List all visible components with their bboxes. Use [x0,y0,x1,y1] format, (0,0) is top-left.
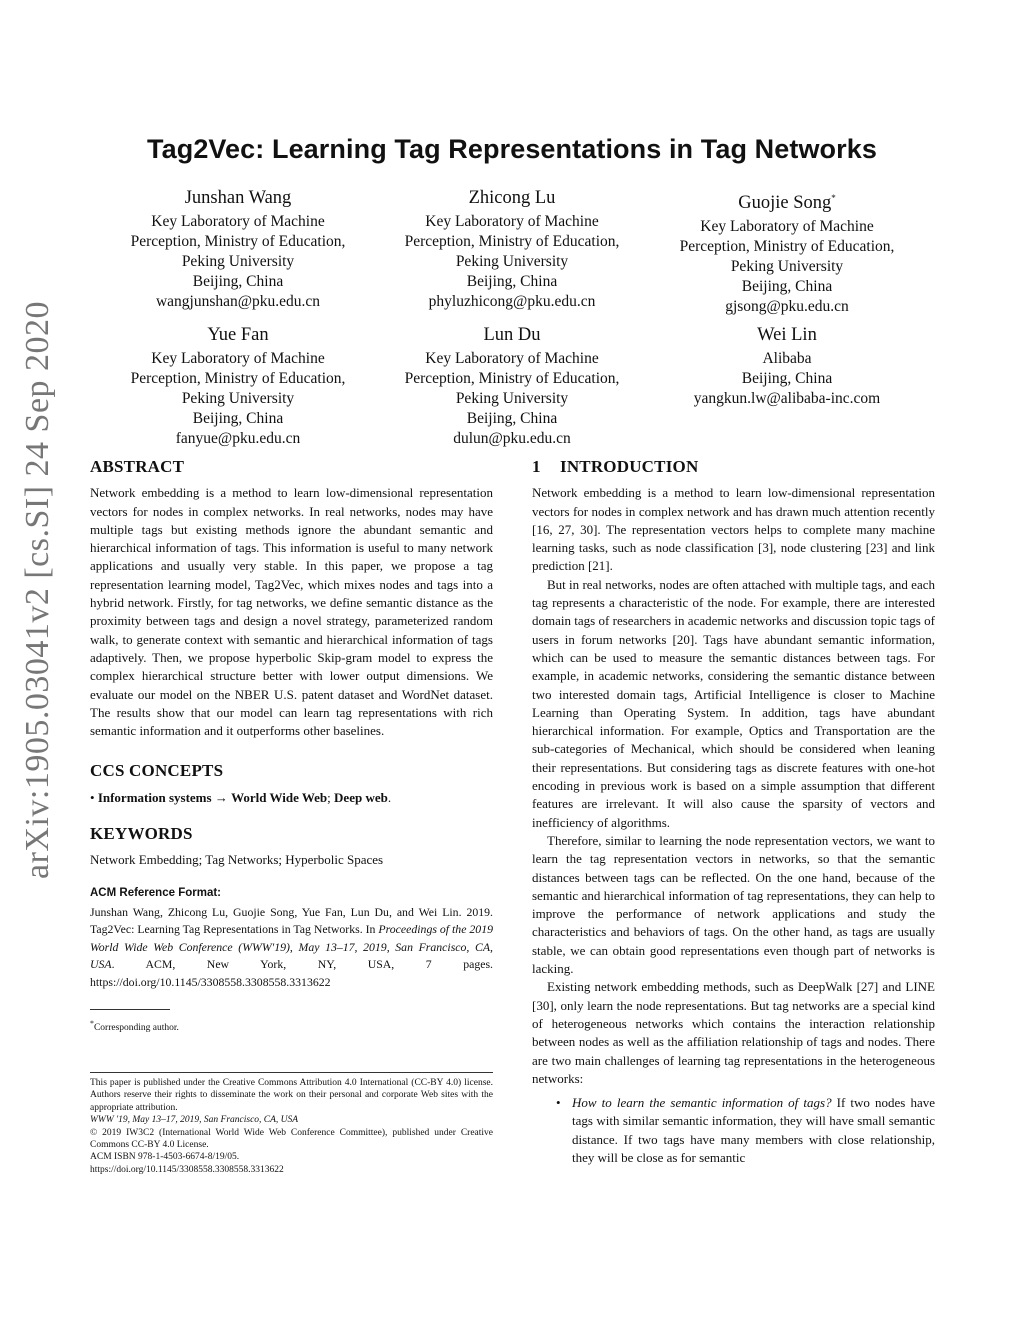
doi: https://doi.org/10.1145/3308558.3308558.3313622 [90,1164,284,1175]
author-affiliation: Peking University [181,253,295,270]
license-text: This paper is published under the Creative Commons Attribution 4.0 International (CC-BY 4.0) license. Authors reserve their rights to disseminate the work on their personal and corporate Web sites with the appropriate attribution. [90,1078,493,1113]
author-affiliation: Perception, Ministry of Education, [130,233,346,250]
author-location: Beijing, China [466,410,558,427]
section-number: 1 [532,457,541,476]
footnote: *Corresponding author. [90,1019,179,1034]
introduction-heading: 1 INTRODUCTION [532,457,699,476]
acm-reference-heading: ACM Reference Format: [90,886,221,899]
author-location: Beijing, China [192,410,284,427]
arxiv-stamp: arXiv:1905.03041v2 [cs.SI] 24 Sep 2020 [19,300,56,879]
ccs-concepts: • Information systems → World Wide Web; Deep web. [90,789,392,805]
author-name: Zhicong Lu [468,188,556,208]
author-block [108,186,368,312]
challenge-question: How to learn the semantic information of tags? [572,1095,832,1111]
isbn: ACM ISBN 978-1-4503-6674-8/19/05. [90,1152,240,1163]
intro-paragraph: Therefore, similar to learning the node representation vectors, we want to learn the tag representation vectors in networks, so that the semantic distances between tags can be reflected. On the one hand, because of the semantic and hierarchical information of tag representations, they can help to improve the performance of network applications and study the characteristics and behaviors of tags. On the other hand, as tags are usually stable, we can obtain good representations even though part of networks is lacking. [532,832,935,977]
left-column [90,458,493,1035]
author-location: Beijing, China [741,370,833,387]
author-affiliation: Peking University [730,258,844,276]
author-location: Beijing, China [192,273,284,290]
keywords-heading: KEYWORDS [90,824,193,844]
copyright-text: © 2019 IW3C2 (International World Wide Web Conference Committee), published under Creative Commons CC-BY 4.0 License. [90,1127,493,1151]
author-affiliation: Key Laboratory of Machine [151,213,325,230]
keywords-text: Network Embedding; Tag Networks; Hyperbolic Spaces [90,852,384,868]
footnote-divider [90,1009,170,1010]
author-block [108,323,368,449]
abstract-heading: ABSTRACT [90,457,185,476]
ccs-concept: World Wide Web [231,789,328,805]
ccs-concept: Deep web [334,789,388,805]
conference-line: WWW '19, May 13–17, 2019, San Francisco, CA, USA [90,1115,299,1126]
author-block [382,186,642,312]
author-affiliation: Key Laboratory of Machine [151,350,325,367]
author-affiliation: Perception, Ministry of Education, [404,370,620,387]
author-affiliation: Perception, Ministry of Education, [130,370,346,387]
corresponding-mark: * [831,193,836,203]
author-name: Guojie Song* [738,193,836,214]
author-location: Beijing, China [466,273,558,290]
author-email: phyluzhicong@pku.edu.cn [428,293,596,310]
intro-paragraph: Existing network embedding methods, such as DeepWalk [27] and LINE [30], only learn the node representations. But tag networks are a special kind of heterogeneous networks which contains the interaction relationship between nodes as well as the affiliation relationship of tags and nodes. There are two main challenges of learning tag representations in the heterogeneous networks: [532,979,935,1086]
author-email: yangkun.lw@alibaba-inc.com [693,390,881,407]
author-affiliation: Perception, Ministry of Education, [679,238,895,256]
paper-title: Tag2Vec: Learning Tag Representations in Tag Networks [147,134,877,164]
challenge-list [532,1094,935,1167]
author-affiliation: Peking University [455,390,569,407]
ccs-concept: Information systems [97,789,212,805]
author-email: wangjunshan@pku.edu.cn [155,293,321,310]
right-column [532,458,935,1167]
abstract-text: Network embedding is a method to learn low-dimensional representation vectors for nodes in complex networks. In real networks, nodes may have multiple tags but existing methods ignore the abundant semantic and hierarchical information of tags. This information is useful to many network applications and usually very stable. In this paper, we propose a tag representation learning model, Tag2Vec, which mixes nodes and tags into a hybrid network. Firstly, for tag networks, we define semantic distance as the proximity between tags and design a novel strategy, parameterized random walk, to generate context with semantic and hierarchical information of tags adaptively. Then, we propose hyperbolic Skip-gram model to express the complex hierarchical structure better with lower output dimensions. We evaluate our model on the NBER U.S. patent dataset and WordNet dataset. The results show that our model can learn tag representations with rich semantic information and it outperforms other baselines. [90,485,493,739]
author-name: Lun Du [483,325,541,345]
author-location: Beijing, China [741,278,833,296]
author-affiliation: Key Laboratory of Machine [425,350,599,367]
author-name: Wei Lin [757,325,817,345]
author-email: dulun@pku.edu.cn [453,430,571,447]
author-affiliation: Alibaba [762,350,812,367]
ccs-heading: CCS CONCEPTS [90,761,224,781]
list-item: • How to learn the semantic information of tags? If two nodes have tags with similar semantic information, they will have small semantic distance. If two tags have many members with close relationship, they will be close as for semantic [572,1094,935,1167]
author-affiliation: Peking University [455,253,569,270]
author-block [657,323,917,409]
author-block [382,323,642,449]
author-affiliation: Key Laboratory of Machine [425,213,599,230]
author-name: Junshan Wang [184,188,292,208]
intro-paragraph: Network embedding is a method to learn low-dimensional representation vectors for nodes in complex network and has drawn much attention recently [16, 27, 30]. The representation vectors helps to complete many machine learning tasks, such as node classification [3], node clustering [23] and link prediction [21]. [532,485,935,574]
author-block [657,186,917,317]
license-block [90,1072,493,1176]
intro-paragraph: But in real networks, nodes are often attached with multiple tags, and each tag represents a characteristic of the node. For example, there are interested domain tags of researchers in academic networks and discussion topic tags of users in forum networks [20]. Tags have abundant semantic information, which can be used to measure the semantic distances between tags. For example, in academic networks, considering the semantic distance between two interested domain tags, Artificial Intelligence is closer to Machine Learning than Operating System. In addition, tags have abundant hierarchical information. For example, Optics and Transportation are the sub-categories of Mechanical, which should be considered when leaning their representations. But considering tags as discrete features with one-hot encoding in previous work is based on a simple assumption that different features are irrelevant. It will also cause the sparsity of vectors and inefficiency of algorithms. [532,576,935,830]
acm-reference-text: Junshan Wang, Zhicong Lu, Guojie Song, Yue Fan, Lun Du, and Wei Lin. 2019. Tag2Vec: Learning Tag Representations in Tag Networks. In Proceedings of the 2019 World Wide Web Conference (WWW'19), May 13–17, 2019, San Francisco, CA, USA. ACM, New York, NY, USA, 7 pages. https://doi.org/10.1145/3308558.3308558.3313622 [90,904,493,989]
author-affiliation: Perception, Ministry of Education, [404,233,620,250]
author-email: fanyue@pku.edu.cn [175,430,301,447]
author-affiliation: Peking University [181,390,295,407]
author-affiliation: Key Laboratory of Machine [700,218,874,236]
author-email: gjsong@pku.edu.cn [725,298,849,316]
author-name: Yue Fan [207,325,269,345]
